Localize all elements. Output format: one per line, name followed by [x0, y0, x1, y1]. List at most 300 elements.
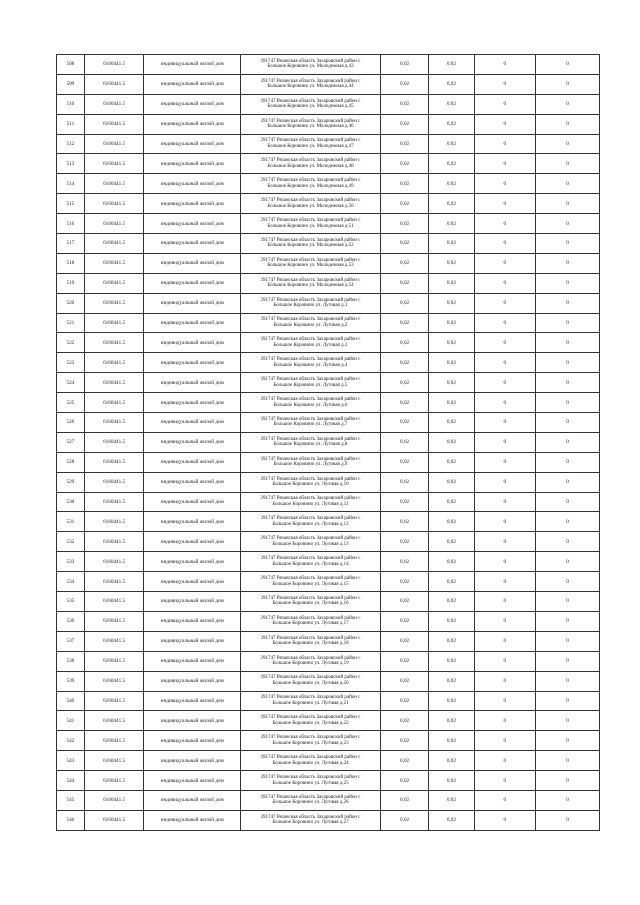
- row-number-cell: 511: [57, 114, 85, 134]
- table-row: [57, 572, 600, 592]
- value-1-cell: 0,02: [380, 114, 428, 134]
- row-number-cell: 522: [57, 333, 85, 353]
- address-cell: [241, 353, 381, 373]
- address-line-1: 391747 Рязанская область Захаровский район с: [260, 118, 361, 124]
- value-4-cell: 0: [536, 194, 600, 214]
- value-2-cell: 0,02: [429, 253, 474, 273]
- row-number-cell: 542: [57, 731, 85, 751]
- address-line-2: Большое Коровино ул. Молодежная д.46: [267, 124, 354, 130]
- address-line-1: 391747 Рязанская область Захаровский район с: [260, 675, 361, 681]
- value-3-cell: 0: [474, 313, 536, 333]
- address-line-1: 391747 Рязанская область Захаровский район с: [260, 814, 361, 820]
- address-cell: [241, 532, 381, 552]
- code-cell: 6160441.5: [84, 333, 144, 353]
- value-3-cell: 0: [474, 373, 536, 393]
- code-cell: 6160441.5: [84, 492, 144, 512]
- row-number-cell: 531: [57, 512, 85, 532]
- object-type-cell: индивидуальный жилой дом: [144, 572, 241, 592]
- value-1-cell: 0,02: [380, 234, 428, 254]
- value-1-cell: 0,02: [380, 651, 428, 671]
- row-number-cell: 539: [57, 671, 85, 691]
- row-number-cell: 537: [57, 631, 85, 651]
- table-row: [57, 94, 600, 114]
- value-4-cell: 0: [536, 611, 600, 631]
- row-number-cell: 544: [57, 771, 85, 791]
- value-4-cell: 0: [536, 472, 600, 492]
- row-number-cell: 533: [57, 552, 85, 572]
- object-type-cell: индивидуальный жилой дом: [144, 552, 241, 572]
- code-cell: 6160441.5: [84, 74, 144, 94]
- code-cell: 6160441.5: [84, 194, 144, 214]
- value-1-cell: 0,02: [380, 333, 428, 353]
- address-line-2: Большое Коровино ул. Луговая д.25: [272, 780, 349, 786]
- value-4-cell: 0: [536, 74, 600, 94]
- value-4-cell: 0: [536, 293, 600, 313]
- value-4-cell: 0: [536, 691, 600, 711]
- code-cell: 6160441.5: [84, 691, 144, 711]
- table-row: [57, 492, 600, 512]
- table-row: [57, 432, 600, 452]
- row-number-cell: 527: [57, 432, 85, 452]
- address-line-1: 391747 Рязанская область Захаровский район с: [260, 377, 361, 383]
- row-number-cell: 540: [57, 691, 85, 711]
- value-1-cell: 0,02: [380, 413, 428, 433]
- address-cell: [241, 55, 381, 75]
- value-3-cell: 0: [474, 472, 536, 492]
- address-line-2: Большое Коровино ул. Луговая д.9: [273, 462, 348, 468]
- value-4-cell: 0: [536, 114, 600, 134]
- object-type-cell: индивидуальный жилой дом: [144, 671, 241, 691]
- object-type-cell: индивидуальный жилой дом: [144, 293, 241, 313]
- object-type-cell: индивидуальный жилой дом: [144, 393, 241, 413]
- address-cell: [241, 751, 381, 771]
- address-line-2: Большое Коровино ул. Луговая д.19: [272, 661, 349, 667]
- value-2-cell: 0,02: [429, 373, 474, 393]
- address-cell: [241, 810, 381, 830]
- value-4-cell: 0: [536, 94, 600, 114]
- value-4-cell: 0: [536, 452, 600, 472]
- address-cell: [241, 611, 381, 631]
- value-4-cell: 0: [536, 55, 600, 75]
- table-row: [57, 810, 600, 830]
- row-number-cell: 529: [57, 472, 85, 492]
- address-line-1: 391747 Рязанская область Захаровский район с: [260, 198, 361, 204]
- address-line-1: 391747 Рязанская область Захаровский район с: [260, 635, 361, 641]
- address-line-1: 391747 Рязанская область Захаровский район с: [260, 78, 361, 84]
- value-3-cell: 0: [474, 174, 536, 194]
- address-cell: [241, 472, 381, 492]
- address-line-1: 391747 Рязанская область Захаровский район с: [260, 655, 361, 661]
- address-line-1: 391747 Рязанская область Захаровский район с: [260, 436, 361, 442]
- value-3-cell: 0: [474, 253, 536, 273]
- code-cell: 6160441.5: [84, 154, 144, 174]
- row-number-cell: 514: [57, 174, 85, 194]
- row-number-cell: 530: [57, 492, 85, 512]
- value-2-cell: 0,02: [429, 55, 474, 75]
- code-cell: 6160441.5: [84, 751, 144, 771]
- address-cell: [241, 273, 381, 293]
- table-row: [57, 253, 600, 273]
- address-cell: [241, 572, 381, 592]
- value-1-cell: 0,02: [380, 492, 428, 512]
- address-line-2: Большое Коровино ул. Луговая д.4: [273, 362, 348, 368]
- value-2-cell: 0,02: [429, 711, 474, 731]
- value-2-cell: 0,02: [429, 651, 474, 671]
- code-cell: 6160441.5: [84, 512, 144, 532]
- value-4-cell: 0: [536, 492, 600, 512]
- row-number-cell: 520: [57, 293, 85, 313]
- address-line-1: 391747 Рязанская область Захаровский район с: [260, 476, 361, 482]
- object-type-cell: индивидуальный жилой дом: [144, 731, 241, 751]
- address-line-1: 391747 Рязанская область Захаровский район с: [260, 237, 361, 243]
- row-number-cell: 524: [57, 373, 85, 393]
- code-cell: 6160441.5: [84, 234, 144, 254]
- value-3-cell: 0: [474, 452, 536, 472]
- row-number-cell: 535: [57, 592, 85, 612]
- address-line-1: 391747 Рязанская область Захаровский район с: [260, 337, 361, 343]
- code-cell: 6160441.5: [84, 671, 144, 691]
- value-4-cell: 0: [536, 751, 600, 771]
- object-type-cell: индивидуальный жилой дом: [144, 432, 241, 452]
- address-cell: [241, 393, 381, 413]
- value-4-cell: 0: [536, 273, 600, 293]
- address-cell: [241, 492, 381, 512]
- object-type-cell: индивидуальный жилой дом: [144, 790, 241, 810]
- code-cell: 6160441.5: [84, 572, 144, 592]
- table-row: [57, 771, 600, 791]
- address-cell: [241, 234, 381, 254]
- code-cell: 6160441.5: [84, 452, 144, 472]
- address-cell: [241, 671, 381, 691]
- table-row: [57, 373, 600, 393]
- address-line-1: 391747 Рязанская область Захаровский район с: [260, 217, 361, 223]
- object-type-cell: индивидуальный жилой дом: [144, 174, 241, 194]
- value-2-cell: 0,02: [429, 631, 474, 651]
- value-3-cell: 0: [474, 810, 536, 830]
- value-4-cell: 0: [536, 552, 600, 572]
- value-2-cell: 0,02: [429, 532, 474, 552]
- row-number-cell: 512: [57, 134, 85, 154]
- table-row: [57, 114, 600, 134]
- value-1-cell: 0,02: [380, 134, 428, 154]
- address-cell: [241, 432, 381, 452]
- code-cell: 6160441.5: [84, 592, 144, 612]
- value-4-cell: 0: [536, 532, 600, 552]
- address-cell: [241, 174, 381, 194]
- code-cell: 6160441.5: [84, 432, 144, 452]
- address-cell: [241, 651, 381, 671]
- value-1-cell: 0,02: [380, 174, 428, 194]
- value-3-cell: 0: [474, 751, 536, 771]
- table-row: [57, 234, 600, 254]
- value-4-cell: 0: [536, 572, 600, 592]
- address-cell: [241, 413, 381, 433]
- value-3-cell: 0: [474, 94, 536, 114]
- address-line-2: Большое Коровино ул. Луговая д.16: [272, 601, 349, 607]
- value-4-cell: 0: [536, 353, 600, 373]
- row-number-cell: 536: [57, 611, 85, 631]
- row-number-cell: 534: [57, 572, 85, 592]
- address-line-1: 391747 Рязанская область Захаровский район с: [260, 516, 361, 522]
- value-1-cell: 0,02: [380, 771, 428, 791]
- object-type-cell: индивидуальный жилой дом: [144, 452, 241, 472]
- code-cell: 6160441.5: [84, 790, 144, 810]
- value-3-cell: 0: [474, 711, 536, 731]
- value-2-cell: 0,02: [429, 114, 474, 134]
- address-line-2: Большое Коровино ул. Луговая д.23: [272, 740, 349, 746]
- code-cell: 6160441.5: [84, 293, 144, 313]
- value-3-cell: 0: [474, 651, 536, 671]
- value-3-cell: 0: [474, 592, 536, 612]
- address-cell: [241, 154, 381, 174]
- value-3-cell: 0: [474, 214, 536, 234]
- value-4-cell: 0: [536, 592, 600, 612]
- value-3-cell: 0: [474, 413, 536, 433]
- data-table: [56, 54, 600, 831]
- value-4-cell: 0: [536, 154, 600, 174]
- code-cell: 6160441.5: [84, 413, 144, 433]
- address-line-1: 391747 Рязанская область Захаровский район с: [260, 715, 361, 721]
- value-4-cell: 0: [536, 651, 600, 671]
- address-cell: [241, 452, 381, 472]
- address-cell: [241, 771, 381, 791]
- row-number-cell: 521: [57, 313, 85, 333]
- value-3-cell: 0: [474, 393, 536, 413]
- table-row: [57, 413, 600, 433]
- value-3-cell: 0: [474, 134, 536, 154]
- value-3-cell: 0: [474, 74, 536, 94]
- row-number-cell: 538: [57, 651, 85, 671]
- address-line-1: 391747 Рязанская область Захаровский район с: [260, 496, 361, 502]
- value-2-cell: 0,02: [429, 472, 474, 492]
- value-2-cell: 0,02: [429, 174, 474, 194]
- table-row: [57, 711, 600, 731]
- value-1-cell: 0,02: [380, 631, 428, 651]
- value-2-cell: 0,02: [429, 452, 474, 472]
- value-2-cell: 0,02: [429, 234, 474, 254]
- row-number-cell: 509: [57, 74, 85, 94]
- address-line-1: 391747 Рязанская область Захаровский район с: [260, 576, 361, 581]
- value-1-cell: 0,02: [380, 751, 428, 771]
- code-cell: 6160441.5: [84, 810, 144, 830]
- address-line-1: 391747 Рязанская область Захаровский район с: [260, 556, 361, 562]
- row-number-cell: 510: [57, 94, 85, 114]
- row-number-cell: 508: [57, 55, 85, 75]
- document-page: [56, 54, 600, 831]
- object-type-cell: индивидуальный жилой дом: [144, 194, 241, 214]
- object-type-cell: индивидуальный жилой дом: [144, 273, 241, 293]
- address-line-2: Большое Коровино ул. Луговая д.3: [273, 342, 348, 348]
- table-row: [57, 74, 600, 94]
- address-line-1: 391747 Рязанская область Захаровский район с: [260, 595, 361, 601]
- code-cell: 6160441.5: [84, 313, 144, 333]
- value-2-cell: 0,02: [429, 771, 474, 791]
- row-number-cell: 519: [57, 273, 85, 293]
- address-cell: [241, 74, 381, 94]
- address-line-2: Большое Коровино ул. Луговая д.8: [273, 442, 348, 448]
- table-row: [57, 592, 600, 612]
- address-line-2: Большое Коровино ул. Луговая д.2: [273, 323, 348, 329]
- row-number-cell: 515: [57, 194, 85, 214]
- value-1-cell: 0,02: [380, 214, 428, 234]
- address-cell: [241, 214, 381, 234]
- object-type-cell: индивидуальный жилой дом: [144, 651, 241, 671]
- address-line-2: Большое Коровино ул. Молодежная д.43: [267, 64, 354, 70]
- value-2-cell: 0,02: [429, 214, 474, 234]
- object-type-cell: индивидуальный жилой дом: [144, 134, 241, 154]
- address-line-2: Большое Коровино ул. Луговая д.22: [272, 720, 349, 726]
- table-row: [57, 353, 600, 373]
- address-line-1: 391747 Рязанская область Захаровский район с: [260, 396, 361, 402]
- object-type-cell: индивидуальный жилой дом: [144, 492, 241, 512]
- object-type-cell: индивидуальный жилой дом: [144, 413, 241, 433]
- address-cell: [241, 134, 381, 154]
- object-type-cell: индивидуальный жилой дом: [144, 55, 241, 75]
- table-row: [57, 790, 600, 810]
- value-1-cell: 0,02: [380, 432, 428, 452]
- address-line-2: Большое Коровино ул. Молодежная д.47: [267, 144, 354, 149]
- value-1-cell: 0,02: [380, 293, 428, 313]
- address-line-2: Большое Коровино ул. Луговая д.18: [272, 641, 349, 647]
- table-row: [57, 651, 600, 671]
- value-1-cell: 0,02: [380, 452, 428, 472]
- value-1-cell: 0,02: [380, 313, 428, 333]
- value-3-cell: 0: [474, 492, 536, 512]
- code-cell: 6160441.5: [84, 731, 144, 751]
- row-number-cell: 528: [57, 452, 85, 472]
- value-1-cell: 0,02: [380, 373, 428, 393]
- value-1-cell: 0,02: [380, 253, 428, 273]
- code-cell: 6160441.5: [84, 214, 144, 234]
- address-line-1: 391747 Рязанская область Захаровский район с: [260, 158, 361, 164]
- object-type-cell: индивидуальный жилой дом: [144, 532, 241, 552]
- address-line-2: Большое Коровино ул. Молодежная д.45: [267, 104, 354, 110]
- code-cell: 6160441.5: [84, 253, 144, 273]
- value-1-cell: 0,02: [380, 154, 428, 174]
- table-row: [57, 671, 600, 691]
- value-1-cell: 0,02: [380, 532, 428, 552]
- address-line-2: Большое Коровино ул. Луговая д.26: [272, 800, 349, 806]
- value-4-cell: 0: [536, 234, 600, 254]
- row-number-cell: 516: [57, 214, 85, 234]
- address-line-1: 391747 Рязанская область Захаровский район с: [260, 98, 361, 104]
- code-cell: 6160441.5: [84, 373, 144, 393]
- table-row: [57, 552, 600, 572]
- value-4-cell: 0: [536, 313, 600, 333]
- code-cell: 6160441.5: [84, 771, 144, 791]
- address-cell: [241, 194, 381, 214]
- object-type-cell: индивидуальный жилой дом: [144, 691, 241, 711]
- address-cell: [241, 293, 381, 313]
- object-type-cell: индивидуальный жилой дом: [144, 154, 241, 174]
- value-1-cell: 0,02: [380, 512, 428, 532]
- value-3-cell: 0: [474, 731, 536, 751]
- address-line-2: Большое Коровино ул. Молодежная д.53: [267, 263, 354, 269]
- address-line-2: Большое Коровино ул. Луговая д.20: [272, 681, 349, 687]
- object-type-cell: индивидуальный жилой дом: [144, 631, 241, 651]
- address-line-1: 391747 Рязанская область Захаровский район с: [260, 456, 361, 462]
- table-row: [57, 611, 600, 631]
- value-4-cell: 0: [536, 512, 600, 532]
- table-body: [57, 55, 600, 831]
- table-row: [57, 333, 600, 353]
- address-line-1: 391747 Рязанская область Захаровский район с: [260, 615, 361, 621]
- value-4-cell: 0: [536, 790, 600, 810]
- code-cell: 6160441.5: [84, 651, 144, 671]
- value-3-cell: 0: [474, 234, 536, 254]
- address-line-2: Большое Коровино ул. Луговая д.6: [273, 402, 348, 408]
- address-cell: [241, 691, 381, 711]
- address-line-2: Большое Коровино ул. Луговая д.13: [272, 541, 349, 547]
- code-cell: 6160441.5: [84, 114, 144, 134]
- table-row: [57, 214, 600, 234]
- row-number-cell: 543: [57, 751, 85, 771]
- value-4-cell: 0: [536, 671, 600, 691]
- address-cell: [241, 631, 381, 651]
- table-row: [57, 631, 600, 651]
- value-4-cell: 0: [536, 253, 600, 273]
- address-line-2: Большое Коровино ул. Луговая д.12: [272, 521, 349, 527]
- value-4-cell: 0: [536, 134, 600, 154]
- address-line-1: 391747 Рязанская область Захаровский район с: [260, 58, 361, 64]
- value-4-cell: 0: [536, 214, 600, 234]
- row-number-cell: 518: [57, 253, 85, 273]
- value-2-cell: 0,02: [429, 154, 474, 174]
- value-2-cell: 0,02: [429, 393, 474, 413]
- object-type-cell: индивидуальный жилой дом: [144, 94, 241, 114]
- value-3-cell: 0: [474, 572, 536, 592]
- address-line-1: 391747 Рязанская область Захаровский район с: [260, 178, 361, 184]
- value-3-cell: 0: [474, 333, 536, 353]
- value-1-cell: 0,02: [380, 671, 428, 691]
- table-row: [57, 273, 600, 293]
- code-cell: 6160441.5: [84, 552, 144, 572]
- table-row: [57, 154, 600, 174]
- table-row: [57, 313, 600, 333]
- value-1-cell: 0,02: [380, 592, 428, 612]
- value-3-cell: 0: [474, 273, 536, 293]
- value-1-cell: 0,02: [380, 691, 428, 711]
- value-2-cell: 0,02: [429, 751, 474, 771]
- row-number-cell: 532: [57, 532, 85, 552]
- code-cell: 6160441.5: [84, 134, 144, 154]
- table-row: [57, 512, 600, 532]
- value-2-cell: 0,02: [429, 333, 474, 353]
- value-1-cell: 0,02: [380, 94, 428, 114]
- value-3-cell: 0: [474, 790, 536, 810]
- value-1-cell: 0,02: [380, 731, 428, 751]
- address-cell: [241, 790, 381, 810]
- value-2-cell: 0,02: [429, 572, 474, 592]
- value-2-cell: 0,02: [429, 512, 474, 532]
- table-row: [57, 55, 600, 75]
- value-4-cell: 0: [536, 432, 600, 452]
- code-cell: 6160441.5: [84, 393, 144, 413]
- address-line-2: Большое Коровино ул. Луговая д.7: [273, 422, 348, 428]
- table-row: [57, 691, 600, 711]
- address-line-1: 391747 Рязанская область Захаровский район с: [260, 277, 361, 283]
- row-number-cell: 546: [57, 810, 85, 830]
- object-type-cell: индивидуальный жилой дом: [144, 592, 241, 612]
- table-row: [57, 751, 600, 771]
- address-line-2: Большое Коровино ул. Молодежная д.50: [267, 203, 354, 209]
- address-line-2: Большое Коровино ул. Луговая д.24: [272, 760, 349, 766]
- table-row: [57, 532, 600, 552]
- value-3-cell: 0: [474, 512, 536, 532]
- address-line-2: Большое Коровино ул. Молодежная д.52: [267, 243, 354, 249]
- value-3-cell: 0: [474, 631, 536, 651]
- value-1-cell: 0,02: [380, 353, 428, 373]
